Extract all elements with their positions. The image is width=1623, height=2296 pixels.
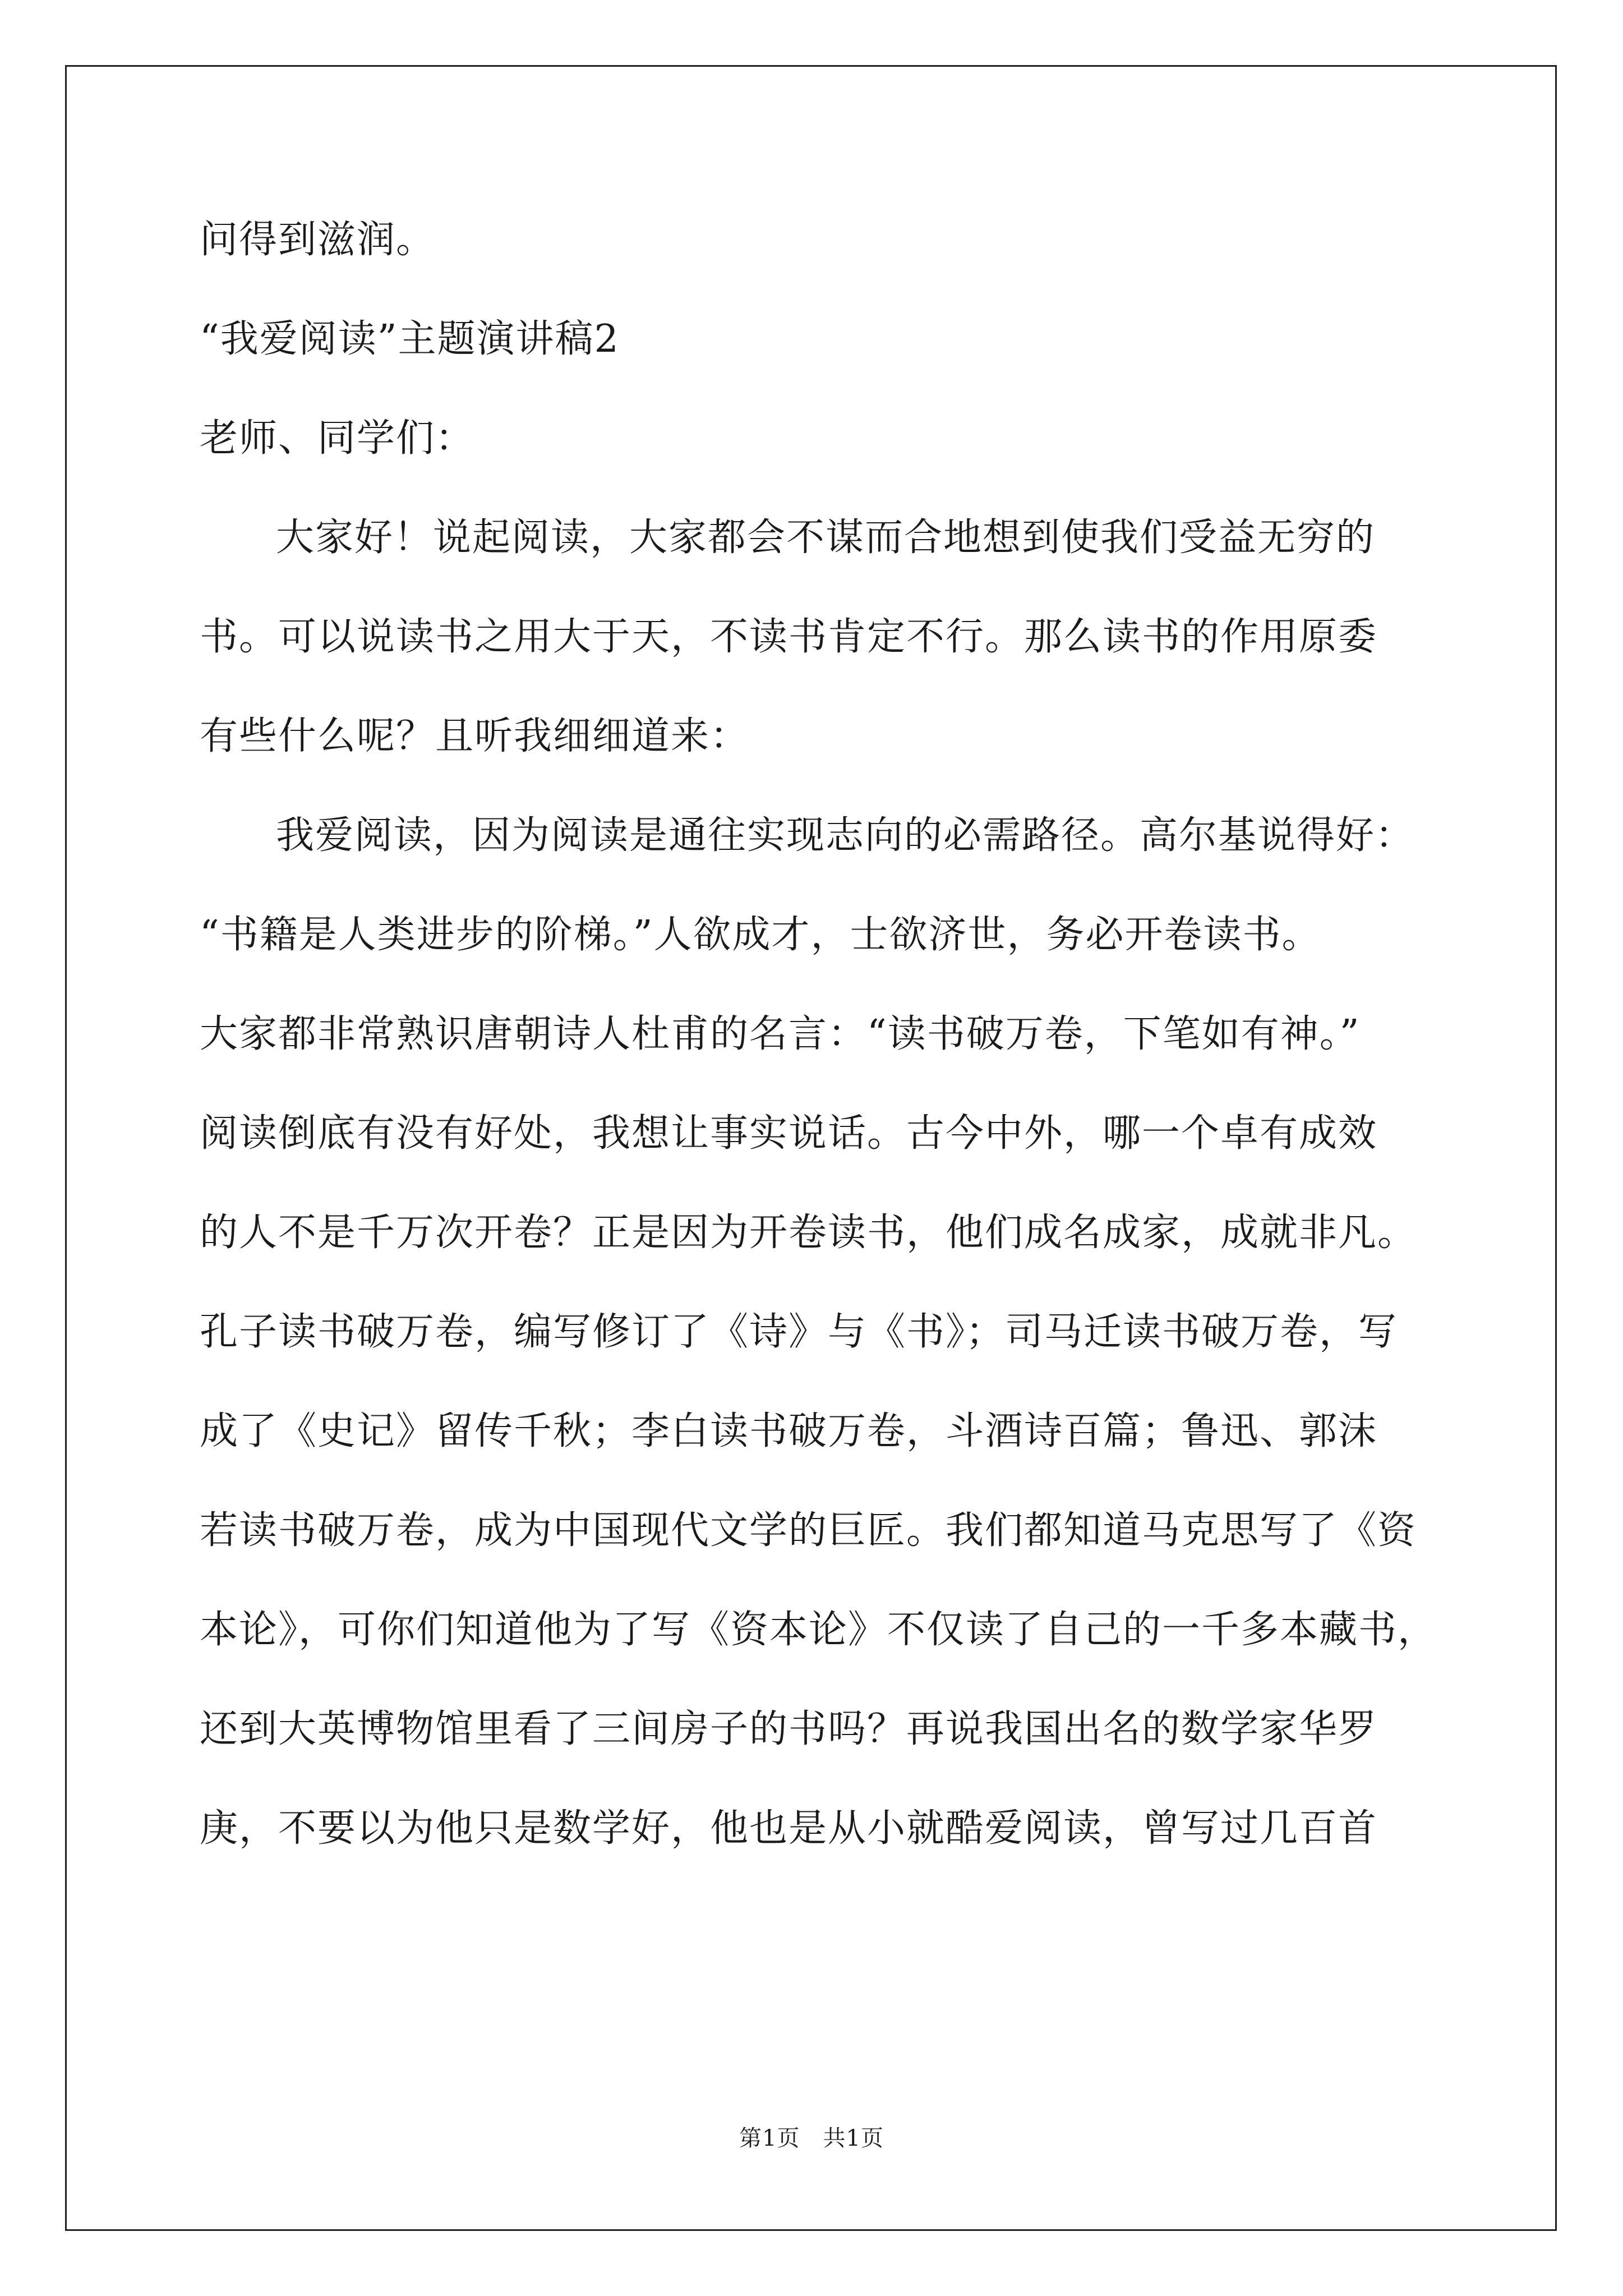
text-line: 我爱阅读，因为阅读是通往实现志向的必需路径。高尔基说得好： bbox=[276, 813, 1415, 858]
text-line: 的人不是千万次开卷？正是因为开卷读书，他们成名成家，成就非凡。 bbox=[200, 1211, 1417, 1255]
text-line: 问得到滋润。 bbox=[200, 218, 436, 262]
text-line: 庚，不要以为他只是数学好，他也是从小就酷爱阅读，曾写过几百首 bbox=[200, 1806, 1378, 1851]
text-line: 有些什么呢？且听我细细道来： bbox=[200, 714, 750, 758]
text-line: 书。可以说读书之用大于天，不读书肯定不行。那么读书的作用原委 bbox=[200, 615, 1378, 659]
text-line: 大家都非常熟识唐朝诗人杜甫的名言：“读书破万卷，下笔如有神。” bbox=[200, 1012, 1361, 1056]
salutation: 老师、同学们： bbox=[200, 416, 475, 461]
text-line: 本论》，可你们知道他为了写《资本论》不仅读了自己的一千多本藏书， bbox=[200, 1608, 1437, 1652]
text-line: “书籍是人类进步的阶梯。”人欲成才，士欲济世，务必开卷读书。 bbox=[200, 913, 1321, 957]
text-line: 孔子读书破万卷，编写修订了《诗》与《书》；司马迁读书破万卷，写 bbox=[200, 1310, 1398, 1354]
text-line: 阅读倒底有没有好处，我想让事实说话。古今中外，哪一个卓有成效 bbox=[200, 1111, 1378, 1156]
text-line: 还到大英博物馆里看了三间房子的书吗？再说我国出名的数学家华罗 bbox=[200, 1707, 1378, 1751]
text-line: 成了《史记》留传千秋；李白读书破万卷，斗酒诗百篇；鲁迅、郭沫 bbox=[200, 1409, 1378, 1453]
section-title: “我爱阅读”主题演讲稿2 bbox=[200, 317, 620, 361]
page-number-footer: 第1页 共1页 bbox=[739, 2125, 884, 2151]
document-body bbox=[200, 213, 1437, 1856]
text-line: 若读书破万卷，成为中国现代文学的巨匠。我们都知道马克思写了《资 bbox=[200, 1508, 1417, 1553]
text-line: 大家好！说起阅读，大家都会不谋而合地想到使我们受益无穷的 bbox=[276, 516, 1376, 560]
